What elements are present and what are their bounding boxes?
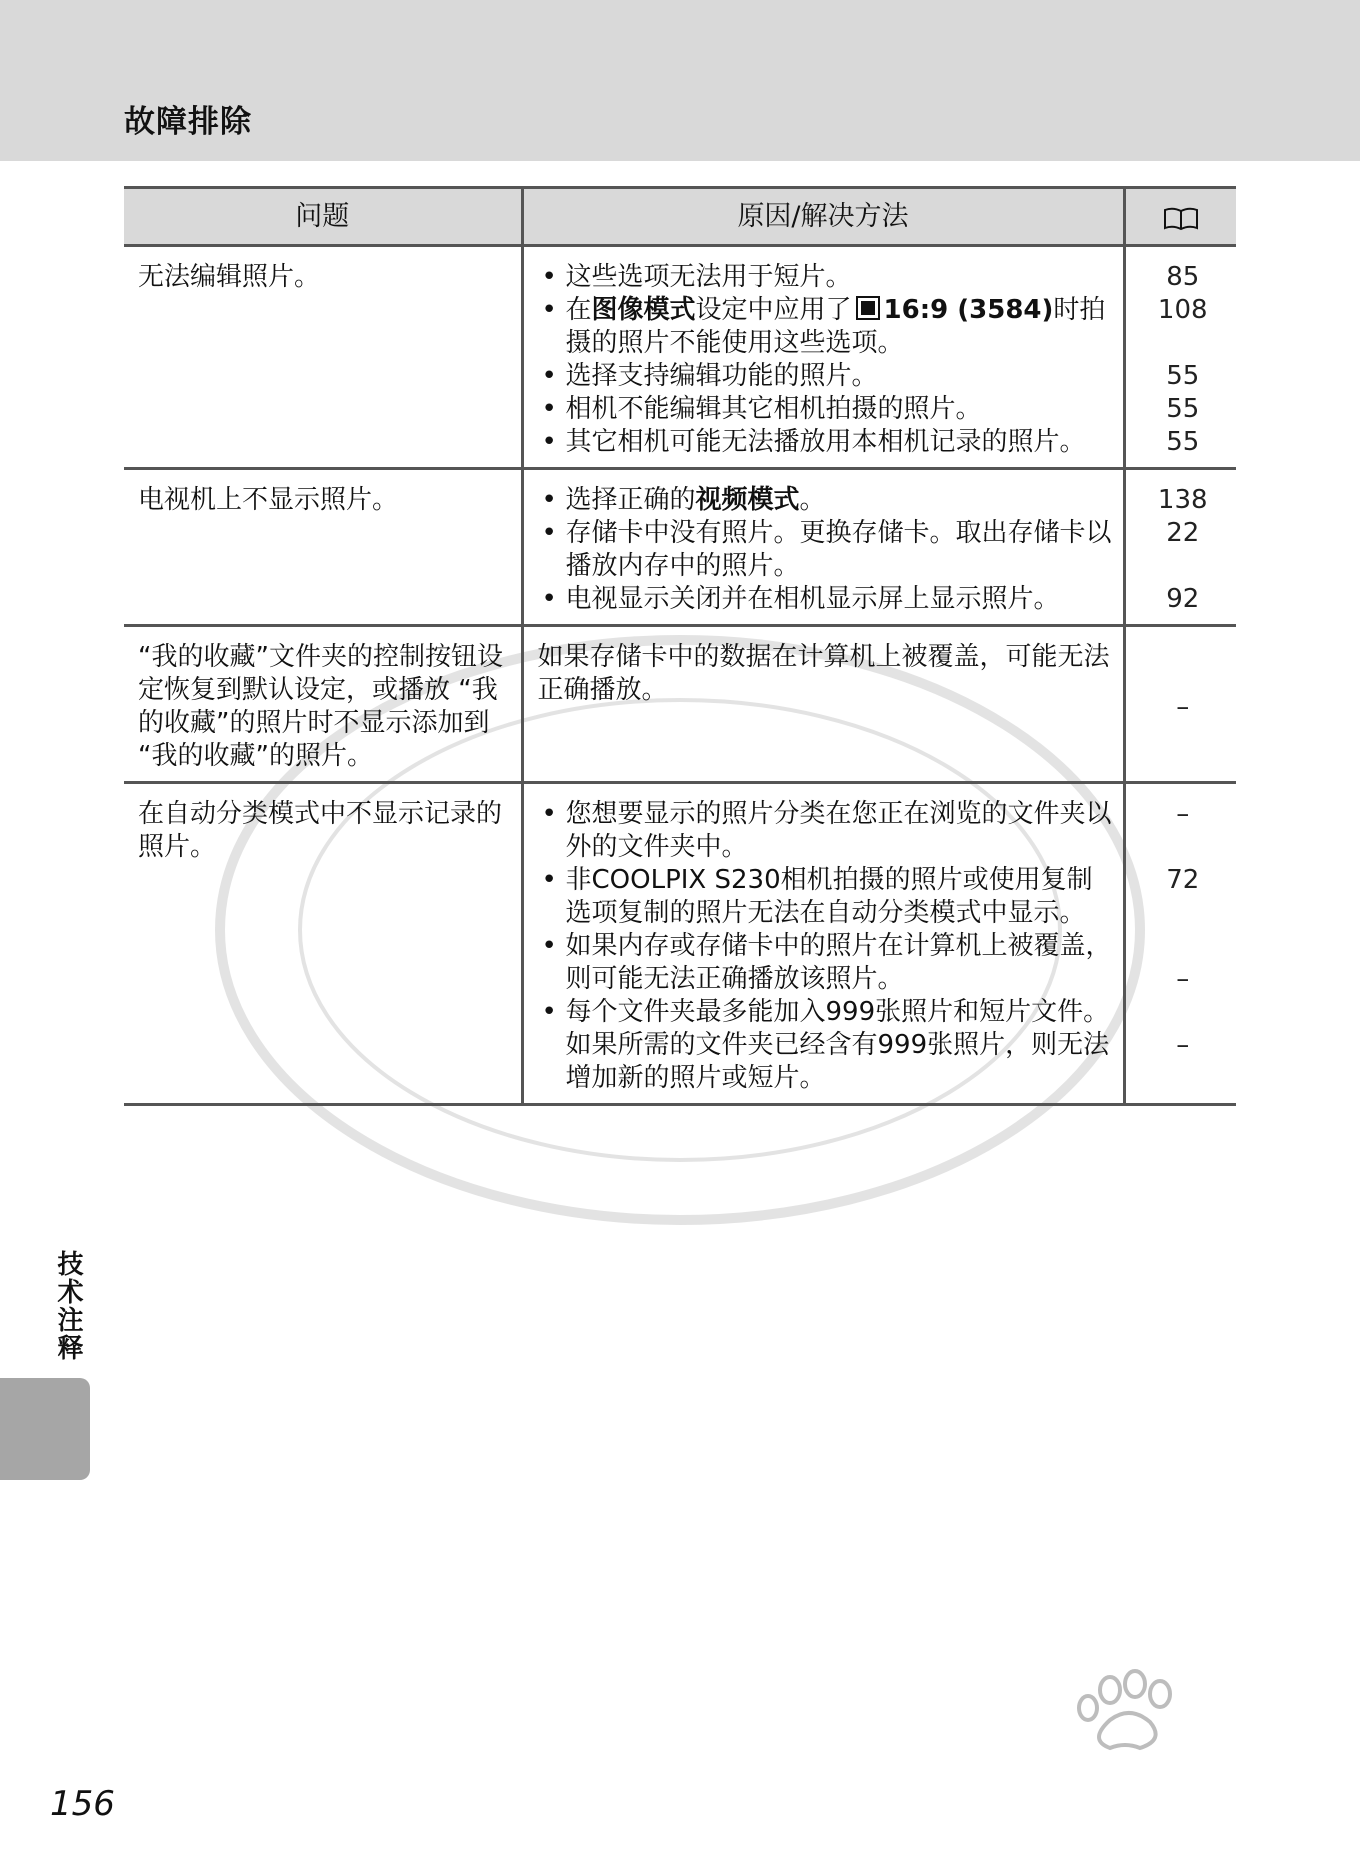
problem-cell: “我的收藏”文件夹的控制按钮设定恢复到默认设定，或播放 “我的收藏”的照片时不显示添加到 “我的收藏”的照片。: [124, 626, 522, 783]
cause-item: • 选择正确的视频模式。: [538, 484, 1113, 517]
page-reference: 55: [1166, 394, 1200, 424]
page-reference: –: [1176, 799, 1190, 829]
section-tab: [0, 1378, 90, 1480]
page-reference: 138: [1157, 485, 1208, 515]
reference-cell: [1124, 626, 1236, 783]
table-header-row: [124, 188, 1236, 246]
cause-item: • 选择支持编辑功能的照片。: [538, 360, 1113, 393]
column-header-reference: [1124, 188, 1236, 246]
cause-cell: [522, 246, 1124, 469]
page-reference: 85: [1166, 262, 1200, 292]
table-row: [124, 783, 1236, 1105]
page-title: 故障排除: [124, 104, 252, 140]
cause-item: • 您想要显示的照片分类在您正在浏览的文件夹以外的文件夹中。: [538, 798, 1113, 864]
table-row: [124, 246, 1236, 469]
cause-cell: [522, 469, 1124, 626]
troubleshooting-table: [124, 186, 1236, 1106]
image-mode-icon: [856, 296, 880, 320]
reference-cell: [1124, 246, 1236, 469]
page-number: 156: [50, 1784, 115, 1824]
column-header-problem: 问题: [124, 188, 522, 246]
page-reference: 55: [1166, 427, 1200, 457]
cause-item: • 其它相机可能无法播放用本相机记录的照片。: [538, 426, 1113, 459]
cause-item: • 相机不能编辑其它相机拍摄的照片。: [538, 393, 1113, 426]
column-header-cause: 原因/解决方法: [522, 188, 1124, 246]
cause-cell: 如果存储卡中的数据在计算机上被覆盖，可能无法正确播放。: [522, 626, 1124, 783]
section-side-label: 技术注释: [53, 1250, 83, 1362]
page-reference: 22: [1166, 518, 1200, 548]
page-reference: 72: [1166, 865, 1200, 895]
cause-cell: [522, 783, 1124, 1105]
page-reference: –: [1176, 1030, 1190, 1060]
cause-item: • 存储卡中没有照片。更换存储卡。取出存储卡以播放内存中的照片。: [538, 517, 1113, 583]
page-reference: –: [1176, 691, 1190, 722]
page-reference: –: [1176, 964, 1190, 994]
baidu-logo: [960, 1660, 1290, 1830]
problem-cell: 电视机上不显示照片。: [124, 469, 522, 626]
cause-item: • 每个文件夹最多能加入999张照片和短片文件。如果所需的文件夹已经含有999张照片，则无法增加新的照片或短片。: [538, 996, 1113, 1095]
page-reference: 92: [1166, 584, 1200, 614]
table-row: [124, 469, 1236, 626]
book-icon: [1163, 206, 1199, 230]
problem-cell: 无法编辑照片。: [124, 246, 522, 469]
cause-item: • 电视显示关闭并在相机显示屏上显示照片。: [538, 583, 1113, 616]
cause-item: • 如果内存或存储卡中的照片在计算机上被覆盖，则可能无法正确播放该照片。: [538, 930, 1113, 996]
reference-cell: [1124, 783, 1236, 1105]
problem-cell: 在自动分类模式中不显示记录的照片。: [124, 783, 522, 1105]
cause-item: • 非COOLPIX S230相机拍摄的照片或使用复制选项复制的照片无法在自动分类模式中显示。: [538, 864, 1113, 930]
cause-item: • 在图像模式设定中应用了 16:9 (3584)时拍摄的照片不能使用这些选项。: [538, 294, 1113, 360]
page-reference: 55: [1166, 361, 1200, 391]
page-reference: 108: [1157, 295, 1208, 325]
reference-cell: [1124, 469, 1236, 626]
cause-item: • 这些选项无法用于短片。: [538, 261, 1113, 294]
table-row: [124, 626, 1236, 783]
